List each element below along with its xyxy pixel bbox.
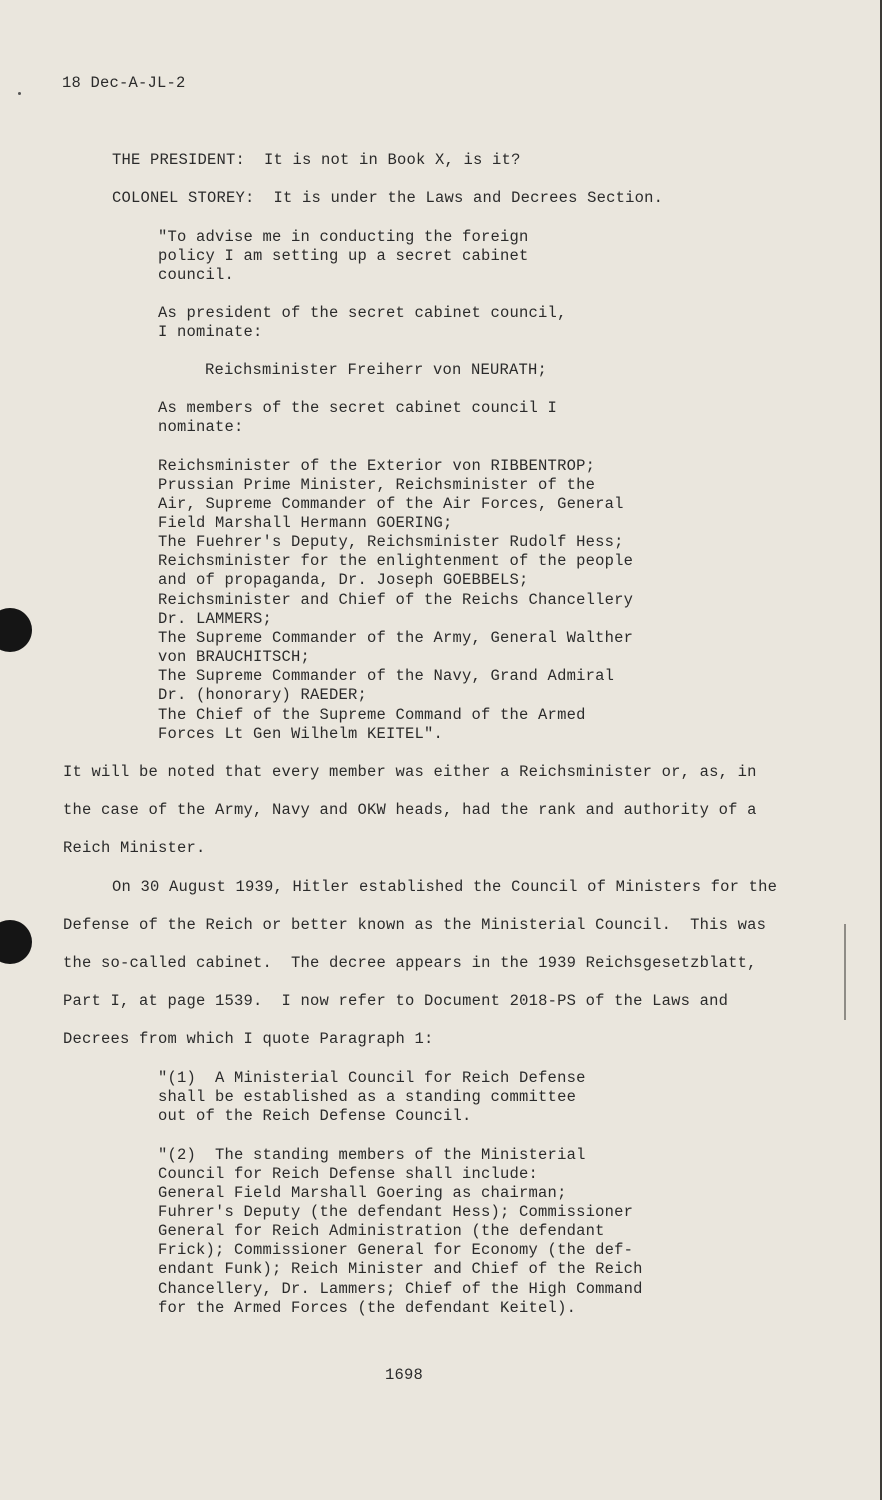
body-line: It will be noted that every member was either a Reichsminister or, as, in	[63, 763, 757, 781]
quote-line: As president of the secret cabinet council,	[158, 304, 567, 322]
member-line: Dr. (honorary) RAEDER;	[158, 686, 368, 704]
quote-line: Fuhrer's Deputy (the defendant Hess); Commissioner	[158, 1203, 634, 1221]
quote-line: "To advise me in conducting the foreign	[158, 228, 529, 246]
body-line: Defense of the Reich or better known as the Ministerial Council. This was	[63, 916, 767, 934]
quote-line: Council for Reich Defense shall include:	[158, 1165, 539, 1183]
member-line: Air, Supreme Commander of the Air Forces, General	[158, 495, 624, 513]
member-line: Prussian Prime Minister, Reichsminister of the	[158, 476, 596, 494]
quote-line: nominate:	[158, 418, 244, 436]
quote-line: "(2) The standing members of the Ministerial	[158, 1146, 586, 1164]
punch-hole	[0, 608, 32, 652]
member-line: and of propaganda, Dr. Joseph GOEBBELS;	[158, 571, 529, 589]
page-number: 1698	[385, 1366, 424, 1384]
dialogue-line: THE PRESIDENT: It is not in Book X, is it?	[112, 151, 521, 169]
body-line: Reich Minister.	[63, 839, 206, 857]
punch-hole	[0, 920, 32, 964]
member-line: Field Marshall Hermann GOERING;	[158, 514, 453, 532]
quote-line: shall be established as a standing committee	[158, 1088, 577, 1106]
member-line: The Supreme Commander of the Army, General Walther	[158, 629, 634, 647]
quote-line: General Field Marshall Goering as chairman;	[158, 1184, 567, 1202]
quote-line: council.	[158, 266, 235, 284]
quote-line: I nominate:	[158, 323, 263, 341]
quote-line: General for Reich Administration (the defendant	[158, 1222, 605, 1240]
body-line: the case of the Army, Navy and OKW heads, had the rank and authority of a	[63, 801, 757, 819]
member-line: The Fuehrer's Deputy, Reichsminister Rudolf Hess;	[158, 533, 624, 551]
quote-line: As members of the secret cabinet council I	[158, 399, 558, 417]
member-line: Reichsminister and Chief of the Reichs Chancellery	[158, 591, 634, 609]
body-line: On 30 August 1939, Hitler established the Council of Ministers for the	[112, 878, 778, 896]
member-line: von BRAUCHITSCH;	[158, 648, 311, 666]
dialogue-line: COLONEL STOREY: It is under the Laws and Decrees Section.	[112, 189, 664, 207]
page-reference: 18 Dec-A-JL-2	[62, 74, 186, 92]
quote-line: "(1) A Ministerial Council for Reich Defense	[158, 1069, 586, 1087]
president-nominee: Reichsminister Freiherr von NEURATH;	[205, 361, 548, 379]
member-line: Reichsminister for the enlightenment of the people	[158, 552, 634, 570]
quote-line: out of the Reich Defense Council.	[158, 1107, 472, 1125]
quote-line: Chancellery, Dr. Lammers; Chief of the High Command	[158, 1280, 643, 1298]
body-line: the so-called cabinet. The decree appears in the 1939 Reichsgesetzblatt,	[63, 954, 757, 972]
member-line: The Supreme Commander of the Navy, Grand Admiral	[158, 667, 615, 685]
quote-line: for the Armed Forces (the defendant Keitel).	[158, 1299, 577, 1317]
member-line: Reichsminister of the Exterior von RIBBENTROP;	[158, 457, 596, 475]
quote-line: Frick); Commissioner General for Economy (the def-	[158, 1241, 634, 1259]
member-line: Dr. LAMMERS;	[158, 610, 273, 628]
member-line: The Chief of the Supreme Command of the Armed	[158, 706, 586, 724]
stray-mark	[18, 92, 21, 95]
quote-line: endant Funk); Reich Minister and Chief of the Reich	[158, 1260, 643, 1278]
body-line: Decrees from which I quote Paragraph 1:	[63, 1030, 434, 1048]
margin-mark	[844, 924, 846, 1020]
quote-line: policy I am setting up a secret cabinet	[158, 247, 529, 265]
member-line: Forces Lt Gen Wilhelm KEITEL".	[158, 725, 444, 743]
body-line: Part I, at page 1539. I now refer to Document 2018-PS of the Laws and	[63, 992, 729, 1010]
